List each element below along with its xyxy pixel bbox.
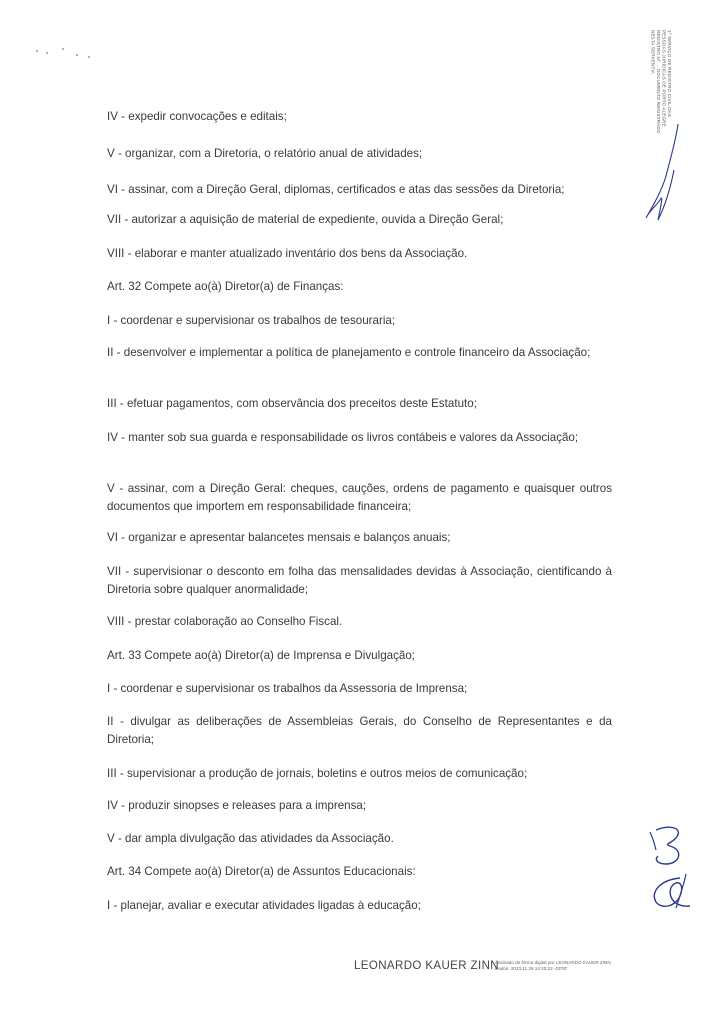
paragraph: VIII - prestar colaboração ao Conselho Fiscal. bbox=[107, 615, 343, 628]
paragraph: III - supervisionar a produção de jornais, boletins e outros meios de comunicação; bbox=[107, 767, 528, 780]
paragraph: I - coordenar e supervisionar os trabalhos da Assessoria de Imprensa; bbox=[107, 682, 468, 695]
article-heading: Art. 34 Compete ao(à) Diretor(a) de Assuntos Educacionais: bbox=[107, 865, 416, 878]
paragraph: VII - supervisionar o desconto em folha das mensalidades devidas à Associação, cientificando à Diretoria sobre qualquer anormalidade; bbox=[107, 565, 612, 596]
signature-date: Dados: 2023.11.29 14:20:22 -03'00' bbox=[495, 966, 568, 971]
paragraph: V - assinar, com a Direção Geral: cheques, cauções, ordens de pagamento e quaisquer outros documentos que importem em responsabilidade financeira; bbox=[107, 482, 612, 513]
paragraph: I - planejar, avaliar e executar atividades ligadas à educação; bbox=[107, 899, 421, 912]
paragraph: VI - organizar e apresentar balancetes mensais e balanços anuais; bbox=[107, 531, 451, 544]
scan-specks bbox=[36, 44, 96, 60]
paragraph: VIII - elaborar e manter atualizado inventário dos bens da Associação. bbox=[107, 247, 468, 260]
paragraph: IV - expedir convocações e editais; bbox=[107, 110, 287, 123]
paragraph: III - efetuar pagamentos, com observância dos preceitos deste Estatuto; bbox=[107, 397, 477, 410]
signer-name: LEONARDO KAUER ZINN bbox=[354, 960, 499, 972]
signature-details bbox=[495, 960, 635, 972]
article-heading: Art. 33 Compete ao(à) Diretor(a) de Imprensa e Divulgação; bbox=[107, 649, 416, 662]
signature-note: Assinado de forma digital por LEONARDO KAUER ZINN bbox=[495, 960, 611, 965]
paragraph: IV - produzir sinopses e releases para a imprensa; bbox=[107, 799, 367, 812]
paragraph: I - coordenar e supervisionar os trabalhos de tesouraria; bbox=[107, 314, 396, 327]
paragraph: II - divulgar as deliberações de Assembleias Gerais, do Conselho de Representantes e da Diretoria; bbox=[107, 715, 612, 746]
paragraph: VI - assinar, com a Direção Geral, diplomas, certificados e atas das sessões da Diretoria; bbox=[107, 183, 565, 196]
paragraph: V - dar ampla divulgação das atividades da Associação. bbox=[107, 832, 394, 845]
paragraph: IV - manter sob sua guarda e responsabilidade os livros contábeis e valores da Associação; bbox=[107, 431, 579, 444]
paragraph: VII - autorizar a aquisição de material de expediente, ouvida a Direção Geral; bbox=[107, 213, 504, 226]
stamp-signature bbox=[640, 120, 690, 230]
registry-stamp-text: 1º SERVIÇO DE REGISTRO CIVIL DAS PESSOAS JURÍDICAS DE PORTO ALEGRE REGISTRO Nº ... DOCUMENTO REGISTRADO NESTA SERVENTIA bbox=[650, 30, 672, 134]
article-heading: Art. 32 Compete ao(à) Diretor(a) de Finanças: bbox=[107, 280, 344, 293]
paragraph: V - organizar, com a Diretoria, o relatório anual de atividades; bbox=[107, 147, 423, 160]
handwritten-initials bbox=[640, 822, 700, 922]
paragraph: II - desenvolver e implementar a política de planejamento e controle financeiro da Associação; bbox=[107, 346, 591, 359]
